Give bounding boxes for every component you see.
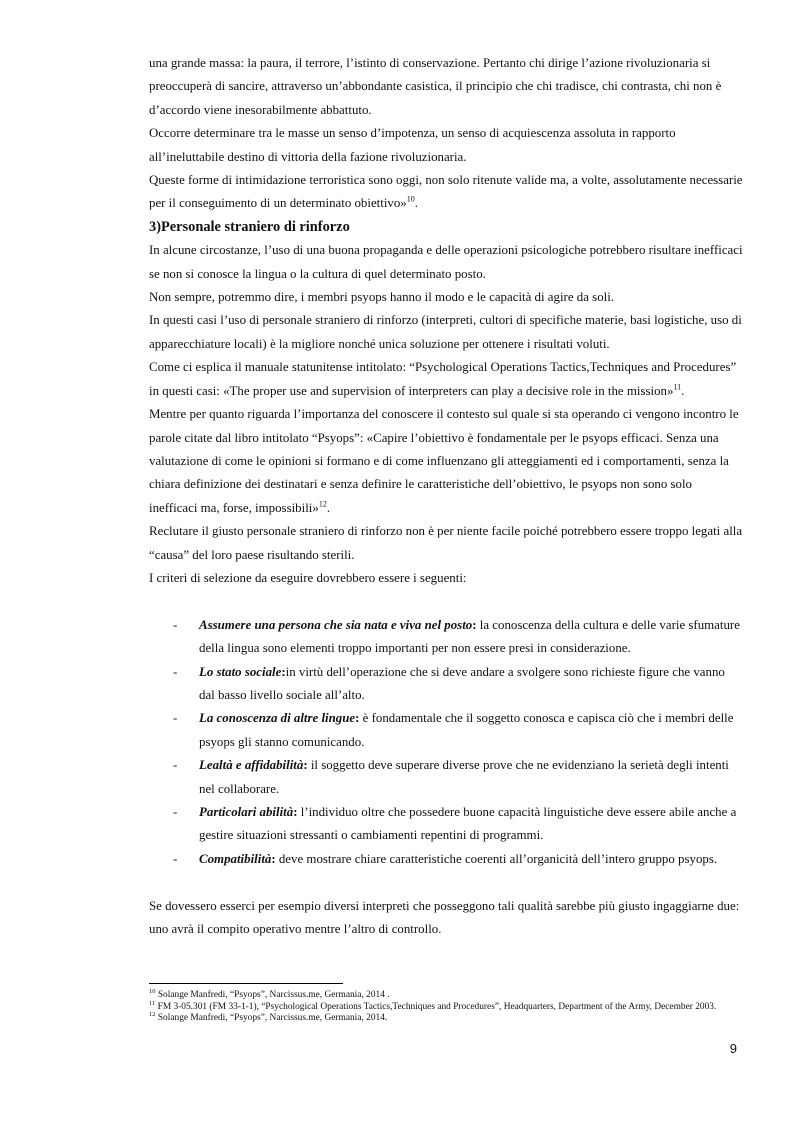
- criterion-separator: :: [355, 711, 363, 726]
- footnote-text: Solange Manfredi, “Psyops”, Narcissus.me, Germania, 2014.: [155, 1013, 388, 1024]
- paragraph-text: Come ci esplica il manuale statunitense intitolato: “Psychological Operations Tactics,Techniques and Procedures” in questi casi: «The proper use and supervision of interpreters can play a decisive role in the mission»: [149, 360, 737, 398]
- criterion-text: deve mostrare chiare caratteristiche coerenti all’organicità dell’intero gruppo psyops.: [278, 851, 718, 866]
- page-number: 9: [729, 1041, 737, 1056]
- criterion-separator: :: [281, 664, 286, 679]
- criterion-term: Assumere una persona che sia nata e viva nel posto: [199, 617, 473, 632]
- paragraph: [149, 403, 743, 520]
- bullet: -: [173, 711, 178, 726]
- punctuation: .: [326, 500, 331, 515]
- criteria-list: [149, 614, 743, 871]
- paragraph: Occorre determinare tra le masse un senso d’impotenza, un senso di acquiescenza assoluta in rapporto all’ineluttabile destino di vittoria della fazione rivoluzionaria.: [149, 126, 676, 164]
- criterion-term: La conoscenza di altre lingue: [199, 711, 356, 726]
- list-item: [149, 614, 743, 661]
- paragraph: Se dovessero esserci per esempio diversi interpreti che posseggono tali qualità sarebbe più giusto ingaggiarne due: uno avrà il compito operativo mentre l’altro di controllo.: [149, 898, 740, 936]
- footnote-number: 11: [149, 999, 156, 1007]
- criterion-term: Lealtà e affidabilità: [199, 758, 304, 773]
- footnote: [149, 1013, 743, 1025]
- footnotes: [149, 987, 743, 1025]
- paragraph: Non sempre, potremmo dire, i membri psyops hanno il modo e le capacità di agire da soli.: [149, 290, 615, 305]
- punctuation: .: [681, 383, 685, 398]
- criterion-text: il soggetto deve superare diverse prove che ne evidenziano la serietà degli intenti nel collaborare.: [199, 758, 729, 796]
- list-item: [149, 848, 743, 871]
- paragraph: [149, 169, 743, 216]
- footnote-ref: 10: [406, 195, 415, 205]
- footnote-ref: 11: [673, 382, 682, 392]
- spacer: [149, 871, 743, 894]
- footnote: [149, 999, 743, 1014]
- list-item: [149, 707, 743, 754]
- footnote-text: Solange Manfredi, “Psyops”, Narcissus.me, Germania, 2014 .: [155, 990, 390, 1000]
- criterion-term: Compatibilità: [199, 851, 272, 866]
- list-item: [149, 754, 743, 801]
- list-item: [149, 661, 743, 708]
- paragraph-text: Mentre per quanto riguarda l’importanza del conoscere il contesto sul quale si sta operando ci vengono incontro le parole citate dal libro intitolato “Psyops”: «Capire l’obiettivo è fondamentale per le psyops efficaci. Senza una valutazione di come le opinioni si formano e di come influenzano gli atteggiamenti ed i comportamenti, senza la chiara definizione dei destinatari e senza definire le caratteristiche dell’obiettivo, le psyops non sono solo inefficaci ma, forse, impossibili»: [149, 407, 739, 515]
- footnote-number: 10: [149, 987, 156, 995]
- footnote-number: 12: [149, 1011, 156, 1019]
- bullet: -: [173, 664, 178, 679]
- criterion-separator: :: [293, 804, 301, 819]
- paragraph: [149, 356, 743, 403]
- footnote-divider: [149, 983, 343, 984]
- paragraph: In alcune circostanze, l’uso di una buona propaganda e delle operazioni psicologiche potrebbero risultare inefficaci se non si conosce la lingua o la cultura di quel determinato posto.: [149, 243, 743, 281]
- paragraph: In questi casi l’uso di personale straniero di rinforzo (interpreti, cultori di specifiche materie, basi logistiche, uso di apparecchiature locali) è la migliore nonché unica soluzione per ottenere i risultati voluti.: [149, 313, 742, 351]
- criterion-text: l’individuo oltre che possedere buone capacità linguistiche deve essere abile anche a gestire situazioni stressanti o cambiamenti repentini di programmi.: [199, 804, 737, 843]
- paragraph-text: Queste forme di intimidazione terroristica sono oggi, non solo ritenute valide ma, a volte, assolutamente necessarie per il conseguimento di un determinato obiettivo»: [149, 173, 743, 211]
- bullet: -: [173, 617, 178, 632]
- paragraph: una grande massa: la paura, il terrore, l’istinto di conservazione. Pertanto chi dirige l’azione rivoluzionaria si preoccuperà di sancire, attraverso un’abbondante casistica, il principio che chi tradisce, chi contrasta, chi non è d’accordo viene inesorabilmente abbattuto.: [149, 56, 722, 117]
- list-item: [149, 801, 743, 848]
- criterion-separator: :: [472, 617, 480, 632]
- criterion-text: è fondamentale che il soggetto conosca e capisca ciò che i membri delle psyops gli stanno comunicando.: [199, 711, 734, 749]
- footnote: [149, 987, 743, 1002]
- punctuation: .: [414, 196, 418, 211]
- criterion-separator: :: [271, 851, 279, 866]
- bullet: -: [173, 804, 178, 819]
- criterion-separator: :: [303, 758, 311, 773]
- footnote-text: FM 3-05.301 (FM 33-1-1), “Psychological Operations Tactics,Techniques and Procedures”, Headquarters, Department of the Army, December 2003.: [155, 1001, 717, 1012]
- bullet: -: [173, 758, 178, 773]
- paragraph: Reclutare il giusto personale straniero di rinforzo non è per niente facile poiché potrebbero essere troppo legati alla “causa” del loro paese risultando sterili.: [149, 524, 743, 562]
- criterion-term: Lo stato sociale: [199, 664, 282, 679]
- criterion-term: Particolari abilità: [199, 804, 294, 819]
- spacer: [149, 590, 743, 613]
- criterion-text: in virtù dell’operazione che si deve andare a svolgere sono richieste figure che vanno dal basso livello sociale all’alto.: [199, 664, 725, 702]
- body-text: [149, 52, 743, 941]
- section-heading: 3)Personale straniero di rinforzo: [149, 218, 350, 235]
- footnote-ref: 12: [318, 499, 327, 509]
- bullet: -: [173, 851, 178, 866]
- criterion-text: la conoscenza della cultura e delle varie sfumature della lingua sono elementi troppo importanti per non essere presi in considerazione.: [199, 617, 740, 656]
- paragraph: I criteri di selezione da eseguire dovrebbero essere i seguenti:: [149, 570, 467, 585]
